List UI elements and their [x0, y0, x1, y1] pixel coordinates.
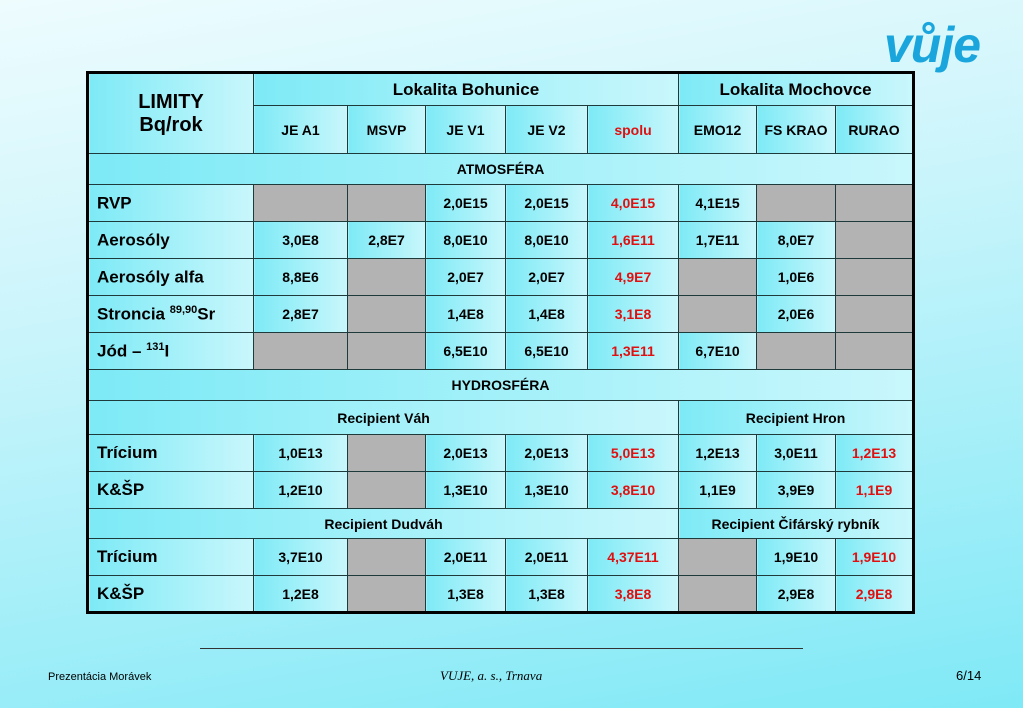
table-row — [88, 222, 914, 259]
value-cell: 1,3E11 — [588, 333, 679, 370]
value-cell: 3,8E8 — [588, 576, 679, 613]
footer-divider — [200, 648, 803, 649]
column-header: FS KRAO — [757, 106, 836, 154]
empty-cell — [757, 333, 836, 370]
value-cell: 1,2E13 — [836, 435, 914, 472]
empty-cell — [757, 185, 836, 222]
value-cell: 8,0E10 — [426, 222, 506, 259]
value-cell: 2,0E11 — [506, 539, 588, 576]
value-cell: 1,4E8 — [506, 296, 588, 333]
recipient-dudvah: Recipient Dudváh — [88, 509, 679, 539]
section-atmosfera: ATMOSFÉRA — [88, 154, 914, 185]
row-label: Jód – $^{131}$I — [88, 333, 254, 370]
empty-cell — [679, 576, 757, 613]
empty-cell — [679, 259, 757, 296]
recipient-cifarsky: Recipient Čifárský rybník — [679, 509, 914, 539]
empty-cell — [254, 333, 348, 370]
value-cell: 6,5E10 — [426, 333, 506, 370]
value-cell: 3,8E10 — [588, 472, 679, 509]
row-label: K&ŠP — [88, 472, 254, 509]
value-cell: 2,9E8 — [836, 576, 914, 613]
empty-cell — [348, 576, 426, 613]
empty-cell — [836, 296, 914, 333]
value-cell: 2,0E6 — [757, 296, 836, 333]
value-cell: 4,37E11 — [588, 539, 679, 576]
column-header: EMO12 — [679, 106, 757, 154]
value-cell: 1,9E10 — [836, 539, 914, 576]
value-cell: 2,0E13 — [426, 435, 506, 472]
empty-cell — [348, 539, 426, 576]
value-cell: 1,7E11 — [679, 222, 757, 259]
empty-cell — [348, 472, 426, 509]
value-cell: 8,0E7 — [757, 222, 836, 259]
value-cell: 2,0E15 — [426, 185, 506, 222]
value-cell: 2,0E7 — [506, 259, 588, 296]
value-cell: 1,2E13 — [679, 435, 757, 472]
table-row — [88, 472, 914, 509]
table-row — [88, 296, 914, 333]
empty-cell — [348, 185, 426, 222]
value-cell: 3,0E11 — [757, 435, 836, 472]
value-cell: 3,0E8 — [254, 222, 348, 259]
column-header: MSVP — [348, 106, 426, 154]
group-bohunice: Lokalita Bohunice — [254, 73, 679, 106]
value-cell: 1,2E8 — [254, 576, 348, 613]
row-label: Aerosóly — [88, 222, 254, 259]
value-cell: 1,3E10 — [426, 472, 506, 509]
row-label: Trícium — [88, 435, 254, 472]
table-row — [88, 576, 914, 613]
row-label: Trícium — [88, 539, 254, 576]
value-cell: 2,0E7 — [426, 259, 506, 296]
empty-cell — [836, 222, 914, 259]
value-cell: 1,9E10 — [757, 539, 836, 576]
table-row — [88, 333, 914, 370]
limits-table — [86, 71, 915, 614]
empty-cell — [679, 539, 757, 576]
empty-cell — [679, 296, 757, 333]
table-row — [88, 539, 914, 576]
section-hydrosfera: HYDROSFÉRA — [88, 370, 914, 401]
recipient-hron: Recipient Hron — [679, 401, 914, 435]
value-cell: 2,8E7 — [348, 222, 426, 259]
value-cell: 4,9E7 — [588, 259, 679, 296]
value-cell: 2,0E11 — [426, 539, 506, 576]
value-cell: 1,3E8 — [426, 576, 506, 613]
column-header: JE V2 — [506, 106, 588, 154]
page-number: 6/14 — [956, 668, 982, 683]
value-cell: 1,1E9 — [836, 472, 914, 509]
value-cell: 6,7E10 — [679, 333, 757, 370]
value-cell: 4,1E15 — [679, 185, 757, 222]
value-cell: 2,9E8 — [757, 576, 836, 613]
value-cell: 2,0E15 — [506, 185, 588, 222]
empty-cell — [836, 333, 914, 370]
value-cell: 4,0E15 — [588, 185, 679, 222]
value-cell: 1,2E10 — [254, 472, 348, 509]
column-header: RURAO — [836, 106, 914, 154]
value-cell: 1,0E6 — [757, 259, 836, 296]
group-mochovce: Lokalita Mochovce — [679, 73, 914, 106]
value-cell: 8,8E6 — [254, 259, 348, 296]
value-cell: 6,5E10 — [506, 333, 588, 370]
table-row — [88, 435, 914, 472]
empty-cell — [836, 185, 914, 222]
value-cell: 2,8E7 — [254, 296, 348, 333]
value-cell: 1,3E8 — [506, 576, 588, 613]
row-label: RVP — [88, 185, 254, 222]
empty-cell — [348, 259, 426, 296]
empty-cell — [254, 185, 348, 222]
column-header: spolu — [588, 106, 679, 154]
empty-cell — [836, 259, 914, 296]
row-label: K&ŠP — [88, 576, 254, 613]
limits-unit-header: LIMITY Bq/rok — [88, 73, 254, 154]
value-cell: 2,0E13 — [506, 435, 588, 472]
row-label: Aerosóly alfa — [88, 259, 254, 296]
empty-cell — [348, 435, 426, 472]
vuje-logo: vůje — [884, 17, 981, 73]
value-cell: 3,1E8 — [588, 296, 679, 333]
footer-center: VUJE, a. s., Trnava — [440, 668, 543, 683]
column-header: JE A1 — [254, 106, 348, 154]
value-cell: 1,3E10 — [506, 472, 588, 509]
recipient-vah: Recipient Váh — [88, 401, 679, 435]
value-cell: 8,0E10 — [506, 222, 588, 259]
column-header: JE V1 — [426, 106, 506, 154]
row-label: Stroncia $^{89,90}$Sr — [88, 296, 254, 333]
value-cell: 3,7E10 — [254, 539, 348, 576]
empty-cell — [348, 333, 426, 370]
table-row — [88, 259, 914, 296]
table-row — [88, 185, 914, 222]
footer-left: Prezentácia Morávek — [48, 671, 152, 683]
value-cell: 5,0E13 — [588, 435, 679, 472]
value-cell: 1,4E8 — [426, 296, 506, 333]
empty-cell — [348, 296, 426, 333]
value-cell: 1,1E9 — [679, 472, 757, 509]
value-cell: 1,0E13 — [254, 435, 348, 472]
value-cell: 3,9E9 — [757, 472, 836, 509]
value-cell: 1,6E11 — [588, 222, 679, 259]
